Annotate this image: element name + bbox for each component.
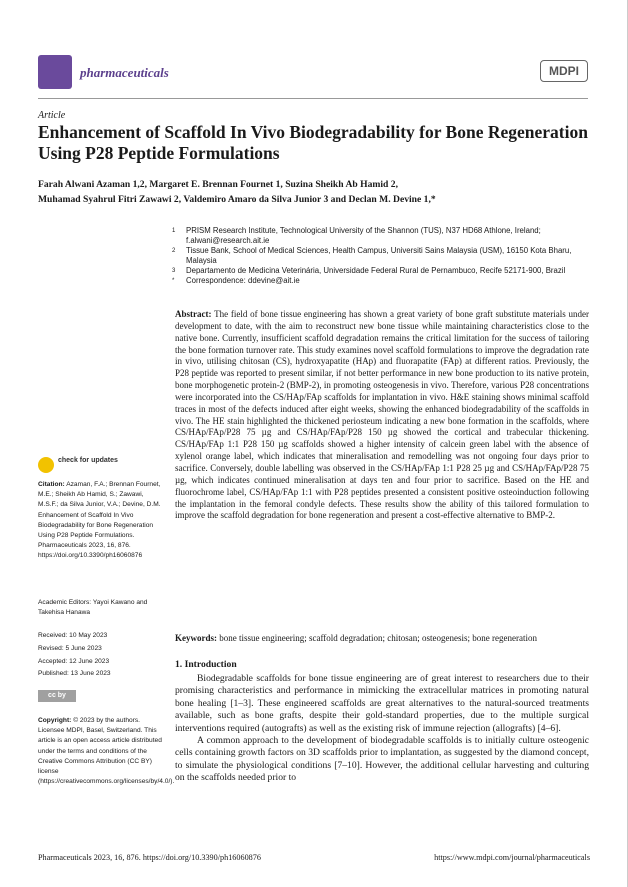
intro-paragraph-1: Biodegradable scaffolds for bone tissue engineering are of great interest to researchers due to their promising characteristics and performance in mimicking the extracellular matrices in promoting natural bone healing [1–3]. These engineered scaffolds are great alternatives to the natural-sourced treatments available, such as bone grafts, despite their gold-standard properties, due to the multiple surgical interventions required (autografts) as well as the existing risk of immune rejection (allografts) [4–6]. (175, 673, 589, 734)
citation-label: Citation: (38, 481, 65, 488)
revised-date: Revised: 5 June 2023 (38, 645, 102, 652)
cc-by-icon: cc by (38, 690, 76, 702)
journal-name[interactable]: pharmaceuticals (80, 65, 169, 80)
copyright (38, 716, 175, 787)
intro-paragraph-2: A common approach to the development of biodegradable scaffolds is to initially culture osteogenic cells containing growth factors on 3D scaffolds prior to implantation, as suggested by the diamond concept, to simulate the physiological conditions [7–10]. However, the additional cellular harvesting and culturing on the scaffolds needed prior to (175, 735, 589, 784)
check-for-updates-button[interactable] (38, 455, 162, 477)
footer-journal-link[interactable]: https://www.mdpi.com/journal/pharmaceuticals (434, 853, 590, 862)
accepted-date: Accepted: 12 June 2023 (38, 658, 110, 665)
received-date: Received: 10 May 2023 (38, 632, 108, 639)
correspondence: * Correspondence: ddevine@ait.ie (172, 276, 300, 285)
affiliation: 1 PRISM Research Institute, Technological University of the Shannon (TUS), N37 HD68 Athlone, Ireland; f.alwani@research.ait.ie (172, 226, 541, 245)
affiliation: 3 Departamento de Medicina Veterinária, Universidade Federal Rural de Pernambuco, Recife 52171-900, Brazil (172, 266, 566, 275)
article-title: Enhancement of Scaffold In Vivo Biodegradability for Bone Regeneration Using P28 Peptide Formulations (38, 122, 588, 163)
keywords-text: bone tissue engineering; scaffold degradation; chitosan; osteogenesis; bone regeneration (219, 633, 537, 643)
keywords-label: Keywords: (175, 633, 217, 643)
author-list (38, 177, 598, 207)
abstract-text: The field of bone tissue engineering has shown a great variety of bone graft substitute materials under development to date, with the aim to reconstruct new bone tissue while maintaining characteristics close to the native bone. Currently, insufficient scaffold degradation remains the critical limitation for the success of tailoring the bone formation turnover rate. This study examines novel scaffold formulations to improve the degradation rate in vivo, utilising chitosan (CS), hydroxyapatite (HAp) and fluorapatite (FAp) at different ratios. Previously, the P28 peptide was reported to present similar, if not better performance in new bone production to its native protein, bone morphogenetic protein-2 (BMP-2), in promoting osteogenesis in vivo. Therefore, various P28 concentrations were incorporated into the CS/HAp/FAp scaffolds for implantation in vivo. H&E staining shows minimal scaffold traces in most of the defects induced after eight weeks, showing the enhanced biodegradability of the scaffolds in vivo. The HE stain highlighted the thickened periosteum indicating a new bone formation in the scaffolds, where CS/HAp/FAp/P28 75 µg and CS/HAp/FAp/P28 150 µg showed the cortical and trabecular thickening. CS/HAp/FAp 1:1 P28 150 µg scaffolds showed a higher intensity of calcein green label with the absence of xylenol orange label, which indicates that mineralisation and remodelling was not ongoing four days prior to sacrifice. Conversely, double labelling was observed in the CS/HAp/FAp 1:1 P28 25 µg and CS/HAp/FAp/P28 75 µg, which indicates continued mineralisation at days ten and four prior to sacrifice. Based on the HE and fluorochrome label, CS/HAp/FAp 1:1 with P28 peptides presented a consistent positive osteoinduction following the implantation in the femoral condyle defects. These results show the ability of this tailored formulation to improve the scaffold degradation for bone regeneration and present a cost-effective alternative to BMP-2. (175, 309, 589, 521)
check-updates-icon (38, 457, 54, 473)
citation-text: Azaman, F.A.; Brennan Fournet, M.E.; Sheikh Ab Hamid, S.; Zawawi, M.S.F.; da Silva Junior, V.A.; Devine, D.M. Enhancement of Scaffold In Vivo Biodegradability for Bone Regeneration Using P28 Peptide Formulations. Pharmaceuticals 2023, 16, 876. https://doi.org/10.3390/ph16060876 (38, 481, 161, 560)
introduction-body (175, 673, 589, 785)
footer-citation: Pharmaceuticals 2023, 16, 876. https://doi.org/10.3390/ph16060876 (38, 853, 261, 862)
abstract-label: Abstract: (175, 309, 212, 319)
published-date: Published: 13 June 2023 (38, 670, 111, 677)
mdpi-logo[interactable]: MDPI (540, 60, 588, 82)
abstract (175, 309, 589, 522)
academic-editors: Academic Editors: Yayoi Kawano and Takehisa Hanawa (38, 599, 148, 617)
copyright-label: Copyright: (38, 717, 72, 724)
article-type: Article (38, 110, 66, 121)
authors-line-2: Muhamad Syahrul Fitri Zawawi 2, Valdemiro Amaro da Silva Junior 3 and Declan M. Devine 1,* (38, 194, 436, 205)
citation (38, 480, 162, 562)
authors-line-1: Farah Alwani Azaman 1,2, Margaret E. Brennan Fournet 1, Suzina Sheikh Ab Hamid 2, (38, 179, 398, 190)
keywords (175, 633, 589, 644)
affiliation: 2 Tissue Bank, School of Medical Sciences, Health Campus, Universiti Sains Malaysia (USM), 16150 Kota Bharu, Malaysia (172, 246, 572, 265)
check-updates-label: check for updates (58, 457, 118, 464)
copyright-text: © 2023 by the authors. Licensee MDPI, Basel, Switzerland. This article is an open access article distributed under the terms and conditions of the Creative Commons Attribution (CC BY) license (https://creativecommons.org/licenses/by/4.0/). (38, 717, 175, 786)
journal-logo-icon (38, 55, 72, 89)
section-heading-introduction: 1. Introduction (175, 659, 237, 670)
affiliations (172, 226, 592, 286)
header-divider (38, 98, 588, 99)
